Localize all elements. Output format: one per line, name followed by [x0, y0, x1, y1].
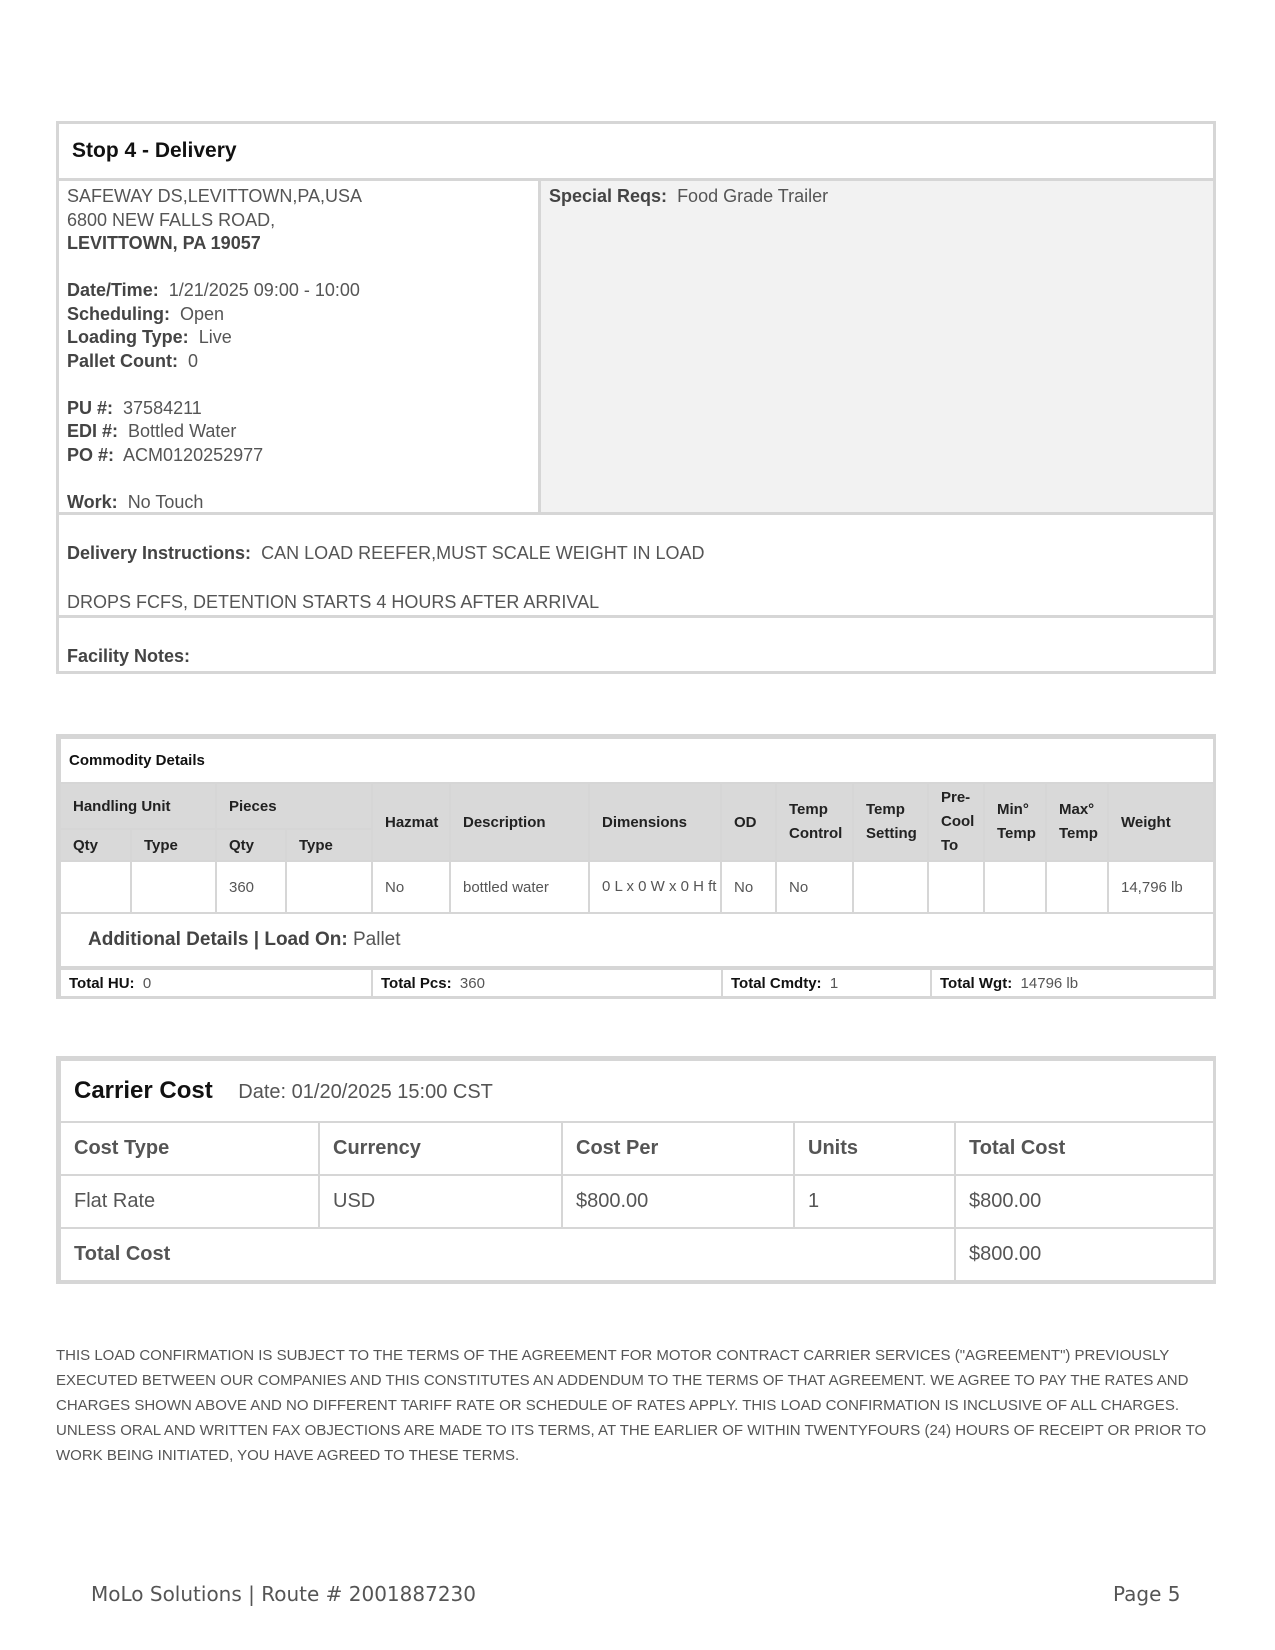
delivery-instructions: Delivery Instructions: CAN LOAD REEFER,MUST SCALE WEIGHT IN LOAD DROPS FCFS, DETENTION STARTS 4 HOURS AFTER ARRIVAL — [59, 515, 1213, 618]
additional-details: Additional Details | Load On: Pallet — [60, 913, 1214, 967]
commodity-table — [59, 737, 1215, 968]
total-hu: Total HU: 0 — [60, 969, 372, 997]
col-hazmat: Hazmat — [372, 783, 450, 861]
facility-notes: Facility Notes: — [67, 646, 191, 666]
col-currency: Currency — [319, 1122, 562, 1175]
col-precool: Pre-Cool To — [928, 783, 984, 861]
col-hu-type: Type — [131, 829, 216, 861]
po-row: PO #: ACM0120252977 — [67, 444, 264, 465]
total-pcs: Total Pcs: 360 — [372, 969, 722, 997]
footer-page-number: Page 5 — [1113, 1582, 1181, 1606]
col-units: Units — [794, 1122, 955, 1175]
carrier-title: Carrier Cost — [74, 1077, 213, 1104]
pu-row: PU #: 37584211 — [67, 397, 202, 418]
col-temp-setting: Temp Setting — [853, 783, 928, 861]
carrier-cost-table — [59, 1059, 1215, 1282]
col-weight: Weight — [1108, 783, 1214, 861]
pallet-count-row: Pallet Count: 0 — [67, 350, 199, 371]
work-row: Work: No Touch — [67, 491, 204, 512]
loading-type-row: Loading Type: Live — [67, 327, 232, 347]
total-wgt: Total Wgt: 14796 lb — [931, 969, 1214, 997]
col-pieces: Pieces — [216, 783, 372, 829]
col-od: OD — [721, 783, 776, 861]
carrier-cost-section — [56, 1056, 1216, 1284]
col-pc-type: Type — [286, 829, 372, 861]
col-temp-control: Temp Control — [776, 783, 853, 861]
stop-details — [59, 181, 541, 512]
col-min-temp: Min° Temp — [984, 783, 1046, 861]
scheduling-row: Scheduling: Open — [67, 303, 225, 324]
carrier-header — [60, 1060, 1214, 1122]
col-hu-qty: Qty — [60, 829, 131, 861]
total-cost-value: $800.00 — [955, 1228, 1214, 1281]
commodity-title: Commodity Details — [60, 738, 1214, 783]
address-line-3: LEVITTOWN, PA 19057 — [67, 233, 261, 253]
terms-text: THIS LOAD CONFIRMATION IS SUBJECT TO THE TERMS OF THE AGREEMENT FOR MOTOR CONTRACT CARRIER SERVICES ("AGREEMENT") PREVIOUSLY EXECUTED BETWEEN OUR COMPANIES AND THIS CONSTITUTES AN ADDENDUM TO THE TERMS OF THAT AGREEMENT. WE AGREE TO PAY THE RATES AND CHARGES SHOWN ABOVE AND NO DIFFERENT TARIFF RATE OR SCHEDULE OF RATES APPLY. THIS LOAD CONFIRMATION IS INCLUSIVE OF ALL CHARGES. UNLESS ORAL AND WRITTEN FAX OBJECTIONS ARE MADE TO ITS TERMS, AT THE EARLIER OF WITHIN TWENTYFOURS (24) HOURS OF RECEIPT OR PRIOR TO WORK BEING INITIATED, YOU HAVE AGREED TO THESE TERMS. — [56, 1347, 1207, 1464]
footer-route: MoLo Solutions | Route # 2001887230 — [91, 1582, 476, 1606]
address-line-2: 6800 NEW FALLS ROAD, — [67, 209, 276, 230]
commodity-section — [56, 734, 1216, 999]
col-description: Description — [450, 783, 589, 861]
total-cmdty: Total Cmdty: 1 — [722, 969, 931, 997]
col-cost-type: Cost Type — [60, 1122, 319, 1175]
carrier-date: Date: 01/20/2025 15:00 CST — [238, 1081, 493, 1103]
special-reqs: Special Reqs: Food Grade Trailer — [541, 181, 1213, 512]
col-dimensions: Dimensions — [589, 783, 721, 861]
col-pc-qty: Qty — [216, 829, 286, 861]
commodity-totals — [59, 968, 1215, 998]
total-cost-label: Total Cost — [60, 1228, 955, 1281]
col-max-temp: Max° Temp — [1046, 783, 1108, 861]
address-line-1: SAFEWAY DS,LEVITTOWN,PA,USA — [67, 186, 363, 206]
table-row: 360 No bottled water 0 L x 0 W x 0 H ft No No 14,796 lb — [60, 861, 1214, 913]
edi-row: EDI #: Bottled Water — [67, 421, 237, 441]
stop-section — [56, 121, 1216, 674]
col-cost-per: Cost Per — [562, 1122, 794, 1175]
datetime-row: Date/Time: 1/21/2025 09:00 - 10:00 — [67, 280, 360, 300]
col-handling-unit: Handling Unit — [60, 783, 216, 829]
table-row: Flat Rate USD $800.00 1 $800.00 — [60, 1175, 1214, 1228]
col-total-cost: Total Cost — [955, 1122, 1214, 1175]
stop-title: Stop 4 - Delivery — [59, 124, 1213, 181]
